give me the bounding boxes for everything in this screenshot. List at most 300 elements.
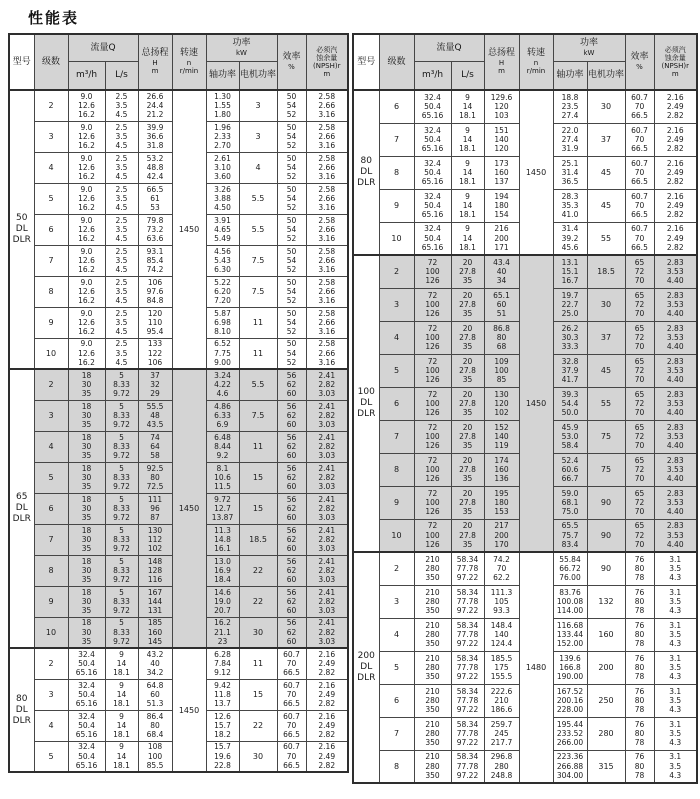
head-cell-line: 55.5 bbox=[146, 401, 164, 411]
flow-ls-cell-line: 20 bbox=[462, 422, 473, 432]
flow-ls-cell bbox=[451, 651, 484, 684]
flow-m3h-cell-line: 35 bbox=[81, 636, 92, 646]
flow-ls-cell-line: 27.8 bbox=[459, 464, 476, 474]
header-head-line: m bbox=[498, 66, 505, 75]
flow-ls-cell-line: 77.78 bbox=[456, 695, 479, 705]
head-cell-line: 87 bbox=[150, 513, 160, 523]
npsh-cell-line: 2.41 bbox=[318, 618, 336, 628]
head-cell-line: 96 bbox=[150, 503, 160, 513]
efficiency-cell-line: 70 bbox=[634, 342, 645, 352]
head-cell bbox=[484, 321, 519, 354]
npsh-cell-line: 3.5 bbox=[669, 596, 682, 606]
flow-ls-cell-line: 14 bbox=[462, 200, 473, 210]
table-row bbox=[353, 255, 697, 288]
stages-cell: 9 bbox=[34, 307, 68, 338]
shaft-power-cell-line: 60.6 bbox=[561, 464, 579, 474]
efficiency-cell-line: 50 bbox=[286, 246, 297, 256]
head-cell-line: 120 bbox=[494, 144, 509, 154]
model-cell-line: DL bbox=[360, 662, 373, 672]
efficiency-cell bbox=[277, 121, 306, 152]
head-cell-line: 200 bbox=[494, 530, 509, 540]
shaft-power-cell-line: 45.9 bbox=[561, 422, 579, 432]
header-speed-line: 转速 bbox=[526, 48, 545, 59]
head-cell-line: 140 bbox=[494, 134, 509, 144]
flow-m3h-cell-line: 12.6 bbox=[78, 255, 95, 265]
npsh-cell-line: 2.66 bbox=[318, 348, 336, 358]
npsh-cell-line: 2.49 bbox=[318, 720, 336, 730]
header-speed bbox=[519, 34, 553, 90]
flow-m3h-cell-line: 9.0 bbox=[80, 339, 93, 349]
flow-ls-cell bbox=[105, 679, 138, 710]
head-cell-line: 148.4 bbox=[490, 620, 513, 630]
flow-m3h-cell bbox=[414, 90, 451, 123]
flow-m3h-cell-line: 50.4 bbox=[424, 167, 441, 177]
npsh-cell bbox=[306, 493, 348, 524]
efficiency-cell-line: 60 bbox=[286, 482, 297, 492]
model-cell-line: DL bbox=[360, 167, 373, 177]
npsh-cell-line: 2.66 bbox=[318, 224, 336, 234]
flow-m3h-cell-line: 210 bbox=[425, 554, 440, 564]
npsh-cell-line: 2.83 bbox=[666, 389, 684, 399]
shaft-power-cell-line: 33.3 bbox=[561, 342, 579, 352]
shaft-power-cell-line: 6.28 bbox=[214, 649, 231, 659]
head-cell-line: 39.9 bbox=[146, 122, 164, 132]
flow-m3h-cell-line: 50.4 bbox=[424, 200, 441, 210]
motor-power-cell: 75 bbox=[587, 453, 625, 486]
efficiency-cell-line: 54 bbox=[286, 348, 297, 358]
efficiency-cell-line: 62 bbox=[286, 565, 297, 575]
flow-ls-cell-line: 4.5 bbox=[115, 203, 128, 213]
efficiency-cell bbox=[625, 288, 654, 321]
head-cell bbox=[138, 276, 172, 307]
model-cell-line: DLR bbox=[12, 235, 31, 245]
efficiency-cell bbox=[625, 750, 654, 783]
shaft-power-cell-line: 5.43 bbox=[214, 255, 231, 265]
shaft-power-cell-line: 9.2 bbox=[216, 451, 229, 461]
model-cell-line: 80 bbox=[360, 156, 372, 166]
stages-cell: 5 bbox=[34, 741, 68, 772]
shaft-power-cell bbox=[553, 519, 587, 552]
head-cell-line: 36.6 bbox=[146, 131, 164, 141]
head-cell-line: 195 bbox=[494, 488, 509, 498]
head-cell bbox=[484, 222, 519, 255]
flow-m3h-cell-line: 100 bbox=[425, 267, 440, 277]
flow-ls-cell-line: 97.22 bbox=[456, 606, 479, 616]
flow-m3h-cell-line: 30 bbox=[81, 534, 92, 544]
efficiency-cell-line: 72 bbox=[634, 365, 645, 375]
flow-m3h-cell-line: 12.6 bbox=[78, 317, 95, 327]
flow-ls-cell-line: 8.33 bbox=[113, 380, 130, 390]
npsh-cell bbox=[654, 90, 697, 123]
shaft-power-cell bbox=[553, 255, 587, 288]
npsh-cell bbox=[306, 462, 348, 493]
efficiency-cell-line: 70 bbox=[286, 720, 297, 730]
page bbox=[0, 7, 700, 784]
shaft-power-cell bbox=[206, 648, 239, 679]
flow-ls-cell bbox=[451, 123, 484, 156]
shaft-power-cell-line: 4.56 bbox=[214, 246, 231, 256]
efficiency-cell-line: 60 bbox=[286, 575, 297, 585]
npsh-cell-line: 2.41 bbox=[318, 463, 336, 473]
shaft-power-cell-line: 6.30 bbox=[214, 265, 231, 275]
efficiency-cell-line: 56 bbox=[286, 494, 297, 504]
flow-ls-cell bbox=[451, 486, 484, 519]
motor-power-cell: 3 bbox=[239, 121, 277, 152]
efficiency-cell-line: 66.5 bbox=[631, 210, 648, 220]
motor-power-cell: 30 bbox=[239, 617, 277, 648]
head-cell-line: 72.5 bbox=[146, 482, 164, 492]
stages-cell: 10 bbox=[379, 222, 414, 255]
flow-ls-cell-line: 20 bbox=[462, 455, 473, 465]
flow-m3h-cell bbox=[68, 710, 105, 741]
flow-ls-cell bbox=[105, 400, 138, 431]
efficiency-cell-line: 70 bbox=[634, 200, 645, 210]
flow-ls-cell bbox=[451, 288, 484, 321]
shaft-power-cell-line: 41.0 bbox=[561, 210, 579, 220]
flow-ls-cell bbox=[105, 121, 138, 152]
head-cell-line: 167 bbox=[147, 587, 163, 597]
shaft-power-cell bbox=[553, 189, 587, 222]
flow-m3h-cell bbox=[68, 741, 105, 772]
npsh-cell bbox=[654, 387, 697, 420]
header-npsh bbox=[654, 34, 697, 90]
npsh-cell bbox=[654, 453, 697, 486]
flow-m3h-cell-line: 18 bbox=[81, 370, 92, 380]
efficiency-cell bbox=[277, 617, 306, 648]
flow-ls-cell-line: 9 bbox=[119, 742, 124, 752]
efficiency-cell bbox=[277, 400, 306, 431]
npsh-cell-line: 2.58 bbox=[318, 215, 336, 225]
motor-power-cell: 11 bbox=[239, 307, 277, 338]
efficiency-cell bbox=[625, 717, 654, 750]
shaft-power-cell bbox=[553, 717, 587, 750]
flow-ls-cell-line: 27.8 bbox=[459, 497, 476, 507]
motor-power-cell: 30 bbox=[587, 288, 625, 321]
flow-m3h-cell-line: 65.16 bbox=[421, 242, 444, 252]
npsh-cell-line: 4.40 bbox=[666, 375, 684, 385]
head-cell-line: 64.8 bbox=[146, 680, 164, 690]
efficiency-cell-line: 65 bbox=[634, 323, 645, 333]
efficiency-cell bbox=[625, 552, 654, 585]
flow-m3h-cell bbox=[68, 183, 105, 214]
stages-cell: 8 bbox=[379, 453, 414, 486]
efficiency-cell bbox=[625, 321, 654, 354]
shaft-power-cell bbox=[206, 524, 239, 555]
efficiency-cell-line: 50 bbox=[286, 277, 297, 287]
head-cell-line: 160 bbox=[494, 464, 509, 474]
npsh-cell-line: 2.82 bbox=[318, 699, 336, 709]
flow-ls-cell-line: 3.5 bbox=[115, 193, 128, 203]
shaft-power-cell bbox=[206, 369, 239, 400]
efficiency-cell-line: 66.5 bbox=[631, 177, 648, 187]
motor-power-cell: 18.5 bbox=[587, 255, 625, 288]
npsh-cell-line: 2.82 bbox=[318, 472, 336, 482]
flow-m3h-cell bbox=[414, 453, 451, 486]
flow-ls-cell-line: 27.8 bbox=[459, 398, 476, 408]
efficiency-cell-line: 70 bbox=[286, 689, 297, 699]
stages-cell: 3 bbox=[34, 679, 68, 710]
head-cell-line: 108 bbox=[147, 742, 163, 752]
shaft-power-cell-line: 13.1 bbox=[561, 257, 579, 267]
flow-ls-cell bbox=[105, 431, 138, 462]
model-cell-line: 65 bbox=[16, 492, 28, 502]
shaft-power-cell-line: 27.4 bbox=[561, 134, 579, 144]
flow-m3h-cell bbox=[414, 354, 451, 387]
head-cell-line: 296.8 bbox=[490, 752, 513, 762]
table-row bbox=[9, 369, 348, 400]
flow-ls-cell-line: 58.34 bbox=[456, 554, 479, 564]
flow-m3h-cell-line: 30 bbox=[81, 441, 92, 451]
npsh-cell-line: 3.53 bbox=[666, 332, 684, 342]
flow-m3h-cell bbox=[414, 519, 451, 552]
head-cell-line: 86.8 bbox=[493, 323, 510, 333]
npsh-cell-line: 3.1 bbox=[669, 719, 682, 729]
flow-m3h-cell bbox=[68, 214, 105, 245]
head-cell bbox=[484, 552, 519, 585]
efficiency-cell-line: 66.5 bbox=[631, 111, 648, 121]
shaft-power-cell-line: 59.0 bbox=[561, 488, 579, 498]
head-cell-line: 62.2 bbox=[493, 573, 510, 583]
npsh-cell-line: 4.3 bbox=[669, 672, 682, 682]
head-cell-line: 93.1 bbox=[146, 246, 164, 256]
efficiency-cell-line: 70 bbox=[634, 408, 645, 418]
flow-m3h-cell-line: 280 bbox=[425, 564, 440, 574]
flow-m3h-cell-line: 65.16 bbox=[75, 668, 98, 678]
flow-m3h-cell-line: 280 bbox=[425, 629, 440, 639]
header-speed-line: n bbox=[533, 58, 539, 67]
head-cell bbox=[484, 717, 519, 750]
flow-ls-cell-line: 5 bbox=[119, 556, 124, 566]
shaft-power-cell-line: 9.72 bbox=[214, 494, 231, 504]
head-cell-line: 32 bbox=[150, 380, 160, 390]
npsh-cell-line: 2.41 bbox=[318, 401, 336, 411]
flow-ls-cell bbox=[105, 214, 138, 245]
speed-cell: 1450 bbox=[519, 90, 553, 255]
flow-m3h-cell bbox=[68, 400, 105, 431]
efficiency-cell-line: 72 bbox=[634, 267, 645, 277]
efficiency-cell-line: 72 bbox=[634, 431, 645, 441]
flow-ls-cell-line: 9.72 bbox=[113, 451, 130, 461]
shaft-power-cell-line: 7.75 bbox=[214, 348, 231, 358]
head-cell-line: 26.6 bbox=[146, 91, 164, 101]
head-cell-line: 160 bbox=[147, 627, 163, 637]
flow-ls-cell bbox=[105, 338, 138, 369]
efficiency-cell-line: 52 bbox=[286, 172, 297, 182]
flow-m3h-cell-line: 32.4 bbox=[424, 224, 441, 234]
head-cell-line: 122 bbox=[147, 348, 163, 358]
flow-m3h-cell bbox=[414, 156, 451, 189]
flow-m3h-cell-line: 100 bbox=[425, 365, 440, 375]
head-cell-line: 74 bbox=[150, 432, 160, 442]
efficiency-cell-line: 80 bbox=[634, 761, 645, 771]
npsh-cell-line: 3.16 bbox=[318, 327, 336, 337]
efficiency-cell bbox=[277, 152, 306, 183]
head-cell bbox=[138, 524, 172, 555]
head-cell bbox=[138, 152, 172, 183]
head-cell bbox=[484, 354, 519, 387]
npsh-cell bbox=[306, 617, 348, 648]
flow-ls-cell bbox=[105, 741, 138, 772]
efficiency-cell-line: 54 bbox=[286, 286, 297, 296]
flow-m3h-cell-line: 16.2 bbox=[78, 265, 95, 275]
efficiency-cell-line: 76 bbox=[634, 719, 645, 729]
npsh-cell bbox=[654, 717, 697, 750]
performance-table-right bbox=[352, 33, 698, 784]
flow-m3h-cell bbox=[414, 684, 451, 717]
flow-ls-cell bbox=[451, 552, 484, 585]
header-npsh-line: (NPSH)r bbox=[661, 62, 689, 70]
npsh-cell-line: 2.41 bbox=[318, 525, 336, 535]
npsh-cell-line: 2.58 bbox=[318, 122, 336, 132]
flow-m3h-cell-line: 350 bbox=[425, 738, 440, 748]
flow-m3h-cell-line: 16.2 bbox=[78, 234, 95, 244]
npsh-cell-line: 2.49 bbox=[318, 659, 336, 669]
motor-power-cell: 15 bbox=[239, 462, 277, 493]
motor-power-cell: 55 bbox=[587, 222, 625, 255]
efficiency-cell bbox=[277, 648, 306, 679]
efficiency-cell-line: 62 bbox=[286, 380, 297, 390]
head-cell-line: 185 bbox=[147, 618, 163, 628]
shaft-power-cell-line: 1.55 bbox=[214, 101, 231, 111]
npsh-cell-line: 4.3 bbox=[669, 705, 682, 715]
npsh-cell-line: 2.66 bbox=[318, 317, 336, 327]
header-efficiency bbox=[625, 34, 654, 90]
npsh-cell-line: 3.1 bbox=[669, 653, 682, 663]
shaft-power-cell bbox=[206, 617, 239, 648]
head-cell-line: 34.2 bbox=[146, 668, 164, 678]
head-cell-line: 31.8 bbox=[146, 141, 164, 151]
motor-power-cell: 18.5 bbox=[239, 524, 277, 555]
flow-ls-cell-line: 18.1 bbox=[113, 730, 130, 740]
npsh-cell bbox=[306, 555, 348, 586]
efficiency-cell-line: 54 bbox=[286, 224, 297, 234]
npsh-cell-line: 3.16 bbox=[318, 172, 336, 182]
npsh-cell-line: 2.49 bbox=[666, 200, 684, 210]
head-cell bbox=[138, 679, 172, 710]
header-head-line: m bbox=[151, 66, 159, 75]
flow-m3h-cell-line: 280 bbox=[425, 596, 440, 606]
flow-ls-cell-line: 3.5 bbox=[115, 224, 128, 234]
flow-ls-cell-line: 5 bbox=[119, 370, 124, 380]
shaft-power-cell bbox=[553, 618, 587, 651]
shaft-power-cell-line: 19.6 bbox=[214, 751, 231, 761]
flow-ls-cell-line: 9.72 bbox=[113, 389, 130, 399]
efficiency-cell-line: 60 bbox=[286, 420, 297, 430]
npsh-cell-line: 2.82 bbox=[318, 565, 336, 575]
flow-ls-cell-line: 20 bbox=[462, 257, 473, 267]
flow-ls-cell-line: 2.5 bbox=[115, 246, 128, 256]
efficiency-cell-line: 60.7 bbox=[283, 680, 300, 690]
flow-m3h-cell bbox=[68, 152, 105, 183]
flow-m3h-cell bbox=[414, 552, 451, 585]
efficiency-cell bbox=[277, 276, 306, 307]
flow-ls-cell-line: 9 bbox=[119, 711, 124, 721]
flow-ls-cell-line: 77.78 bbox=[456, 596, 479, 606]
efficiency-cell-line: 50 bbox=[286, 215, 297, 225]
flow-ls-cell-line: 35 bbox=[462, 507, 473, 517]
motor-power-cell: 280 bbox=[587, 717, 625, 750]
shaft-power-cell-line: 2.33 bbox=[214, 131, 231, 141]
npsh-cell-line: 2.82 bbox=[318, 627, 336, 637]
motor-power-cell: 7.5 bbox=[239, 245, 277, 276]
flow-m3h-cell-line: 12.6 bbox=[78, 131, 95, 141]
flow-m3h-cell-line: 350 bbox=[425, 770, 440, 780]
flow-m3h-cell bbox=[414, 651, 451, 684]
head-cell-line: 43.4 bbox=[493, 257, 510, 267]
header-speed bbox=[172, 34, 206, 90]
shaft-power-cell-line: 200.16 bbox=[556, 695, 584, 705]
model-cell-line: DLR bbox=[357, 673, 376, 683]
shaft-power-cell bbox=[206, 121, 239, 152]
flow-m3h-cell bbox=[68, 617, 105, 648]
flow-m3h-cell-line: 9.0 bbox=[80, 246, 93, 256]
head-cell-line: 86.4 bbox=[146, 711, 164, 721]
npsh-cell bbox=[306, 307, 348, 338]
flow-m3h-cell-line: 50.4 bbox=[78, 720, 95, 730]
shaft-power-cell-line: 8.1 bbox=[216, 463, 229, 473]
shaft-power-cell-line: 2.61 bbox=[214, 153, 231, 163]
head-cell-line: 79.8 bbox=[146, 215, 164, 225]
shaft-power-cell-line: 4.6 bbox=[216, 389, 229, 399]
npsh-cell-line: 3.53 bbox=[666, 299, 684, 309]
head-cell-line: 80 bbox=[496, 332, 507, 342]
shaft-power-cell-line: 83.76 bbox=[559, 587, 581, 597]
shaft-power-cell bbox=[553, 288, 587, 321]
flow-m3h-cell-line: 32.4 bbox=[424, 158, 441, 168]
flow-m3h-cell-line: 30 bbox=[81, 565, 92, 575]
motor-power-cell: 22 bbox=[239, 586, 277, 617]
shaft-power-cell-line: 18.8 bbox=[561, 92, 579, 102]
npsh-cell bbox=[306, 400, 348, 431]
npsh-cell bbox=[306, 679, 348, 710]
flow-m3h-cell-line: 50.4 bbox=[78, 659, 95, 669]
shaft-power-cell bbox=[553, 156, 587, 189]
flow-m3h-cell bbox=[68, 121, 105, 152]
efficiency-cell bbox=[277, 431, 306, 462]
flow-ls-cell-line: 2.5 bbox=[115, 184, 128, 194]
efficiency-cell-line: 70 bbox=[634, 441, 645, 451]
npsh-cell-line: 3.53 bbox=[666, 267, 684, 277]
head-cell-line: 102 bbox=[494, 408, 509, 418]
flow-ls-cell-line: 8.33 bbox=[113, 565, 130, 575]
head-cell bbox=[138, 214, 172, 245]
efficiency-cell bbox=[277, 369, 306, 400]
npsh-cell bbox=[654, 618, 697, 651]
efficiency-cell-line: 65 bbox=[634, 422, 645, 432]
efficiency-cell-line: 76 bbox=[634, 653, 645, 663]
flow-ls-cell-line: 77.78 bbox=[456, 662, 479, 672]
npsh-cell bbox=[306, 276, 348, 307]
efficiency-cell-line: 60.7 bbox=[631, 224, 648, 234]
head-cell-line: 217.7 bbox=[490, 738, 513, 748]
npsh-cell bbox=[654, 321, 697, 354]
stages-cell: 4 bbox=[34, 710, 68, 741]
efficiency-cell-line: 62 bbox=[286, 596, 297, 606]
flow-ls-cell bbox=[451, 519, 484, 552]
npsh-cell-line: 2.83 bbox=[666, 290, 684, 300]
stages-cell: 3 bbox=[379, 288, 414, 321]
head-cell bbox=[484, 486, 519, 519]
efficiency-cell-line: 70 bbox=[634, 102, 645, 112]
efficiency-cell-line: 50 bbox=[286, 184, 297, 194]
flow-m3h-cell bbox=[414, 222, 451, 255]
flow-m3h-cell-line: 210 bbox=[425, 686, 440, 696]
model-cell-line: DL bbox=[360, 398, 373, 408]
shaft-power-cell-line: 6.48 bbox=[214, 432, 231, 442]
npsh-cell bbox=[306, 90, 348, 121]
flow-m3h-cell-line: 18 bbox=[81, 494, 92, 504]
flow-ls-cell-line: 97.22 bbox=[456, 639, 479, 649]
